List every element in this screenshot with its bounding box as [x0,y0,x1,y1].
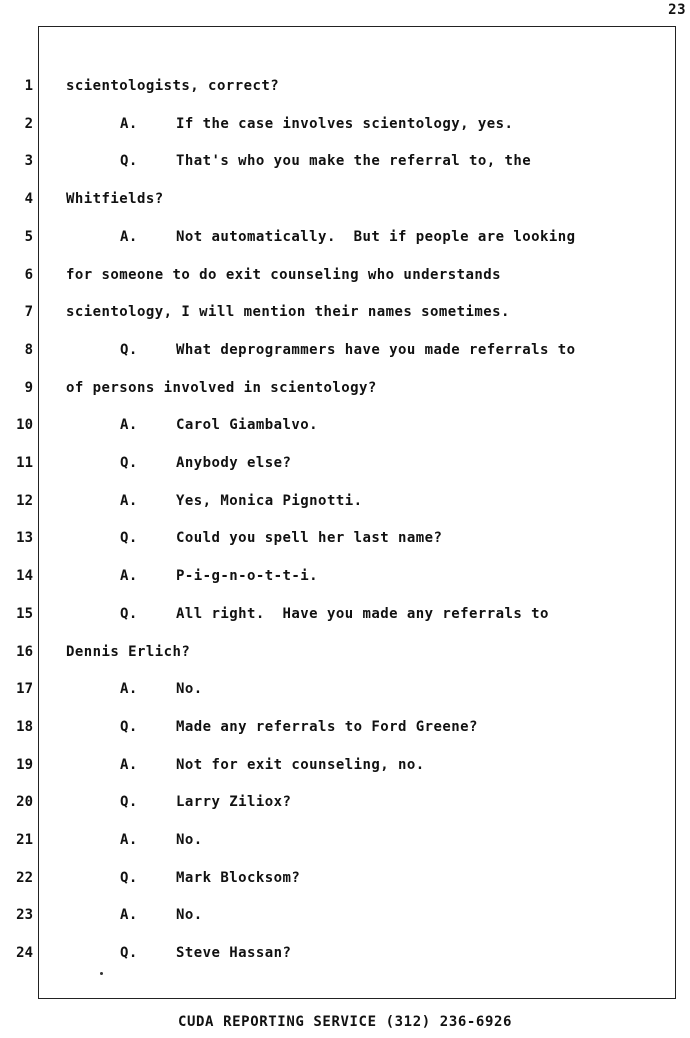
line-number: 10 [16,417,33,434]
transcript-line [0,114,690,134]
speaker-label: A. [120,681,138,698]
line-text [120,151,531,171]
line-number: 3 [24,153,33,170]
line-content: Mark Blocksom? [176,869,301,886]
line-content: Whitfields? [66,191,164,208]
reporter-footer: CUDA REPORTING SERVICE (312) 236-6926 [177,1014,513,1030]
line-content: No. [176,681,203,698]
transcript-line [0,378,690,398]
transcript-line [0,227,690,247]
line-number: 15 [16,605,33,622]
line-number: 14 [16,568,33,585]
line-text [120,679,203,699]
speaker-label: Q. [120,153,138,170]
line-content: Dennis Erlich? [66,643,191,660]
line-content: No. [176,832,203,848]
line-content: for someone to do exit counseling who understands [66,266,502,283]
speaker-label: A. [120,492,138,509]
line-number: 18 [16,718,33,735]
speaker-label: Q. [120,945,138,962]
line-content: Made any referrals to Ford Greene? [176,718,478,735]
line-content: Anybody else? [176,455,292,471]
speaker-label: Q. [120,718,138,735]
line-number: 9 [24,379,33,396]
line-text [66,302,510,322]
line-text [120,114,513,134]
transcript-line [0,76,690,96]
line-text [120,604,549,624]
transcript-line [0,491,690,511]
line-content: Not automatically. But if people are looking [176,228,576,245]
line-number: 11 [16,455,33,471]
line-number: 4 [24,191,33,208]
transcript-line [0,679,690,699]
transcript-line [0,868,690,888]
line-content: All right. Have you made any referrals to [176,605,549,622]
line-number: 1 [24,78,33,94]
line-text [120,415,318,435]
line-number: 24 [16,945,33,962]
line-number: 16 [16,643,33,660]
line-content: No. [176,907,203,924]
transcript-line [0,830,690,850]
line-content: scientology, I will mention their names sometimes. [66,304,510,321]
line-content: Not for exit counseling, no. [176,756,425,773]
line-text [120,943,291,963]
transcript-line [0,642,690,662]
line-text [66,76,279,96]
line-content: Could you spell her last name? [176,530,443,547]
transcript-line [0,189,690,209]
line-number: 17 [16,681,33,698]
transcript-line [0,792,690,812]
transcript-line [0,265,690,285]
line-text [120,227,576,247]
line-content: Steve Hassan? [176,945,292,962]
line-text [120,830,203,850]
transcript-line [0,905,690,925]
transcript-line [0,453,690,473]
scan-speck [100,972,103,975]
transcript-line [0,340,690,360]
line-text [120,868,300,888]
speaker-label: Q. [120,794,138,811]
line-number: 7 [24,304,33,321]
line-content: That's who you make the referral to, the [176,153,532,170]
line-number: 19 [16,756,33,773]
line-text [120,453,291,473]
speaker-label: Q. [120,530,138,547]
line-text [120,491,362,511]
speaker-label: Q. [120,455,138,471]
speaker-label: A. [120,756,138,773]
transcript-line [0,943,690,963]
transcript-line [0,755,690,775]
transcript-frame [38,26,676,999]
line-text [66,265,501,285]
line-text [66,378,377,398]
line-number: 20 [16,794,33,811]
line-content: of persons involved in scientology? [66,379,377,396]
line-number: 21 [16,832,33,848]
speaker-label: A. [120,832,138,848]
line-content: Carol Giambalvo. [176,417,319,434]
line-content: P-i-g-n-o-t-t-i. [176,568,319,585]
line-text [120,528,442,548]
transcript-line [0,604,690,624]
line-content: scientologists, correct? [66,78,280,94]
line-number: 5 [24,228,33,245]
speaker-label: A. [120,568,138,585]
transcript-line [0,566,690,586]
speaker-label: A. [120,417,138,434]
speaker-label: Q. [120,869,138,886]
line-number: 2 [24,115,33,132]
line-content: Larry Ziliox? [176,794,292,811]
speaker-label: Q. [120,605,138,622]
transcript-line [0,415,690,435]
speaker-label: Q. [120,341,138,358]
speaker-label: A. [120,907,138,924]
transcript-line [0,302,690,322]
page-number: 23 [668,2,686,18]
transcript-line [0,717,690,737]
line-number: 13 [16,530,33,547]
line-text [66,189,164,209]
line-text [120,905,203,925]
line-number: 6 [24,266,33,283]
transcript-line [0,528,690,548]
line-text [120,340,576,360]
line-content: Yes, Monica Pignotti. [176,492,363,509]
line-number: 23 [16,907,33,924]
line-text [120,717,478,737]
speaker-label: A. [120,228,138,245]
line-number: 8 [24,341,33,358]
speaker-label: A. [120,115,138,132]
line-text [120,566,318,586]
transcript-line [0,151,690,171]
line-content: What deprogrammers have you made referrals to [176,341,576,358]
line-content: If the case involves scientology, yes. [176,115,514,132]
line-text [120,792,291,812]
line-number: 22 [16,869,33,886]
line-text [66,642,190,662]
line-text [120,755,425,775]
line-number: 12 [16,492,33,509]
